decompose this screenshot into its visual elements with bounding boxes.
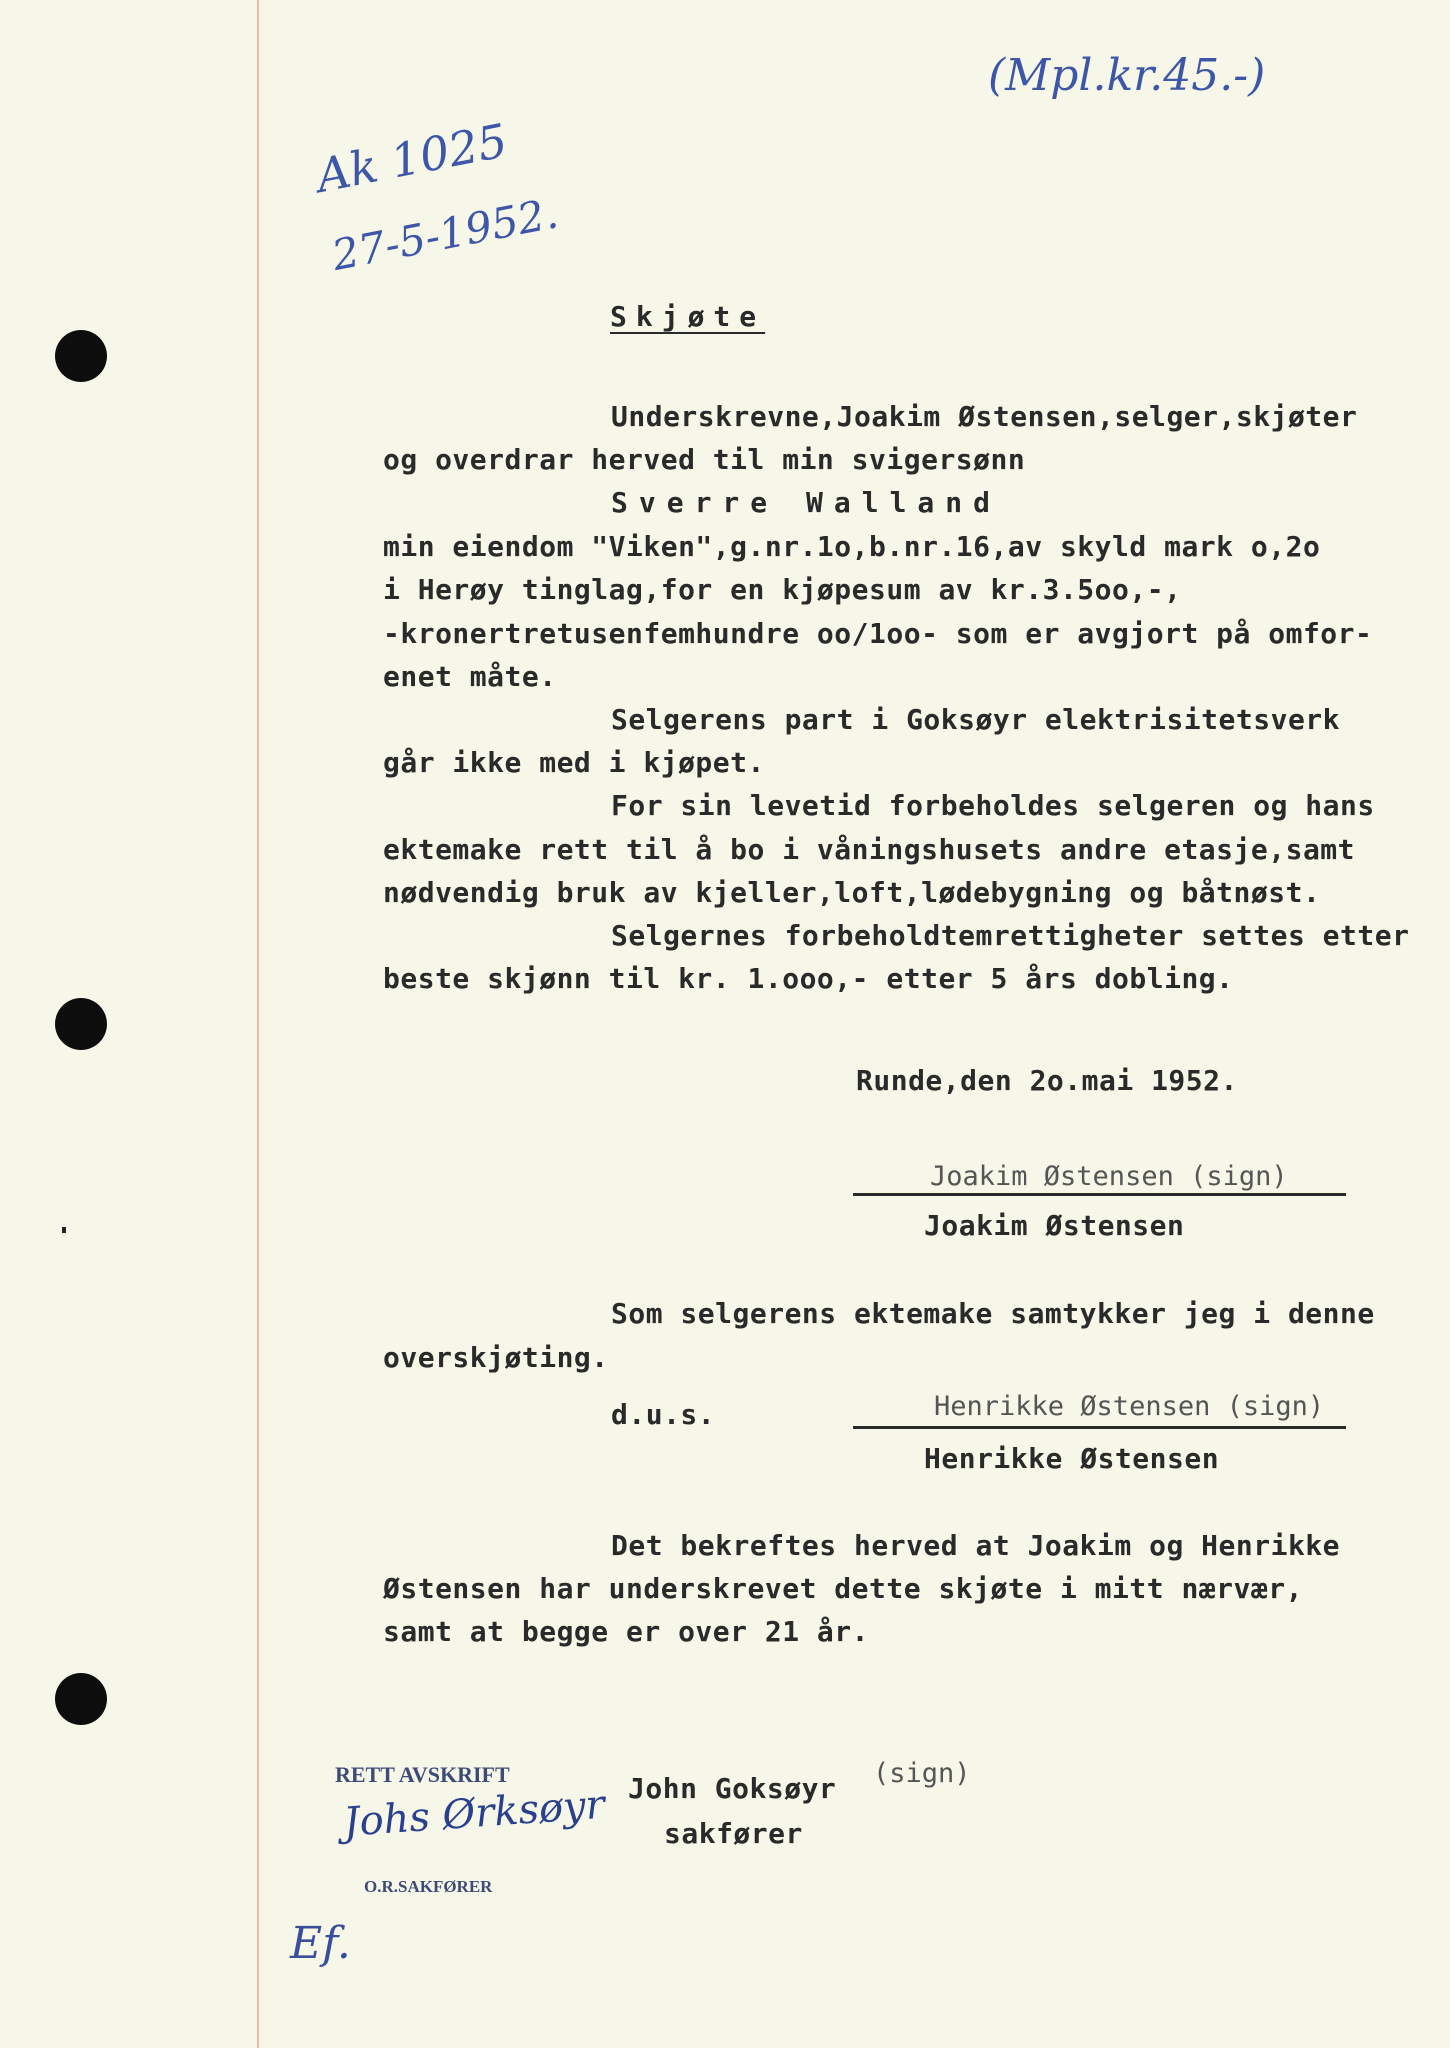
body-line: går ikke med i kjøpet.: [383, 746, 765, 779]
record-number: Ak 1025: [312, 113, 512, 204]
body-line: nødvendig bruk av kjeller,loft,lødebygning og båtnøst.: [383, 876, 1321, 909]
consent-line: overskjøting.: [383, 1341, 609, 1374]
body-line: min eiendom "Viken",g.nr.1o,b.nr.16,av skyld mark o,2o: [383, 530, 1321, 563]
confirmation-line: samt at begge er over 21 år.: [383, 1615, 870, 1648]
buyer-name: Sverre Walland: [611, 486, 1002, 519]
margin-mark: [62, 1227, 66, 1233]
body-line: i Herøy tinglag,for en kjøpesum av kr.3.5oo,-,: [383, 573, 1182, 606]
body-line: og overdrar herved til min svigersønn: [383, 443, 1026, 476]
witness-title: sakfører: [664, 1817, 803, 1850]
signature-line: [853, 1426, 1346, 1429]
body-line: For sin levetid forbeholdes selgeren og hans: [611, 789, 1375, 822]
copy-stamp-text: RETT AVSKRIFT: [335, 1762, 510, 1787]
document-title: Skjøte: [610, 300, 766, 333]
signature-line: [853, 1193, 1346, 1196]
seller-signature: Joakim Østensen (sign): [930, 1161, 1288, 1192]
witness-name: John Goksøyr: [628, 1772, 837, 1805]
dus-abbreviation: d.u.s.: [611, 1398, 716, 1431]
top-right-annotation: (Mpl.kr.45.-): [988, 50, 1266, 101]
place-date: Runde,den 2o.mai 1952.: [856, 1064, 1238, 1097]
body-line: -kronertretusenfemhundre oo/1oo- som er avgjort på omfor-: [383, 617, 1373, 650]
spouse-signature: Henrikke Østensen (sign): [934, 1391, 1325, 1422]
punch-hole: [55, 998, 107, 1050]
confirmation-line: Det bekreftes herved at Joakim og Henrikke: [611, 1529, 1341, 1562]
margin-line: [257, 0, 259, 2048]
confirmation-line: Østensen har underskrevet dette skjøte i mitt nærvær,: [383, 1572, 1303, 1605]
body-line: ektemake rett til å bo i våningshusets andre etasje,samt: [383, 833, 1356, 866]
body-line: Underskrevne,Joakim Østensen,selger,skjøter: [611, 400, 1358, 433]
seller-name: Joakim Østensen: [924, 1209, 1185, 1242]
spouse-name: Henrikke Østensen: [924, 1442, 1220, 1475]
handwritten-initials: Ef.: [290, 1918, 351, 1969]
body-line: Selgerens part i Goksøyr elektrisitetsverk: [611, 703, 1341, 736]
stamp-title: O.R.SAKFØRER: [364, 1877, 493, 1896]
body-line: beste skjønn til kr. 1.ooo,- etter 5 års dobling.: [383, 962, 1234, 995]
body-line: enet måte.: [383, 660, 557, 693]
punch-hole: [55, 1673, 107, 1725]
record-date: 27-5-1952.: [328, 188, 562, 281]
witness-sign: (sign): [873, 1758, 971, 1789]
handwritten-signature: Johs Ørksøyr: [342, 1781, 607, 1846]
consent-line: Som selgerens ektemake samtykker jeg i denne: [611, 1297, 1375, 1330]
punch-hole: [55, 330, 107, 382]
body-line: Selgernes forbeholdtemrettigheter settes etter: [611, 919, 1410, 952]
